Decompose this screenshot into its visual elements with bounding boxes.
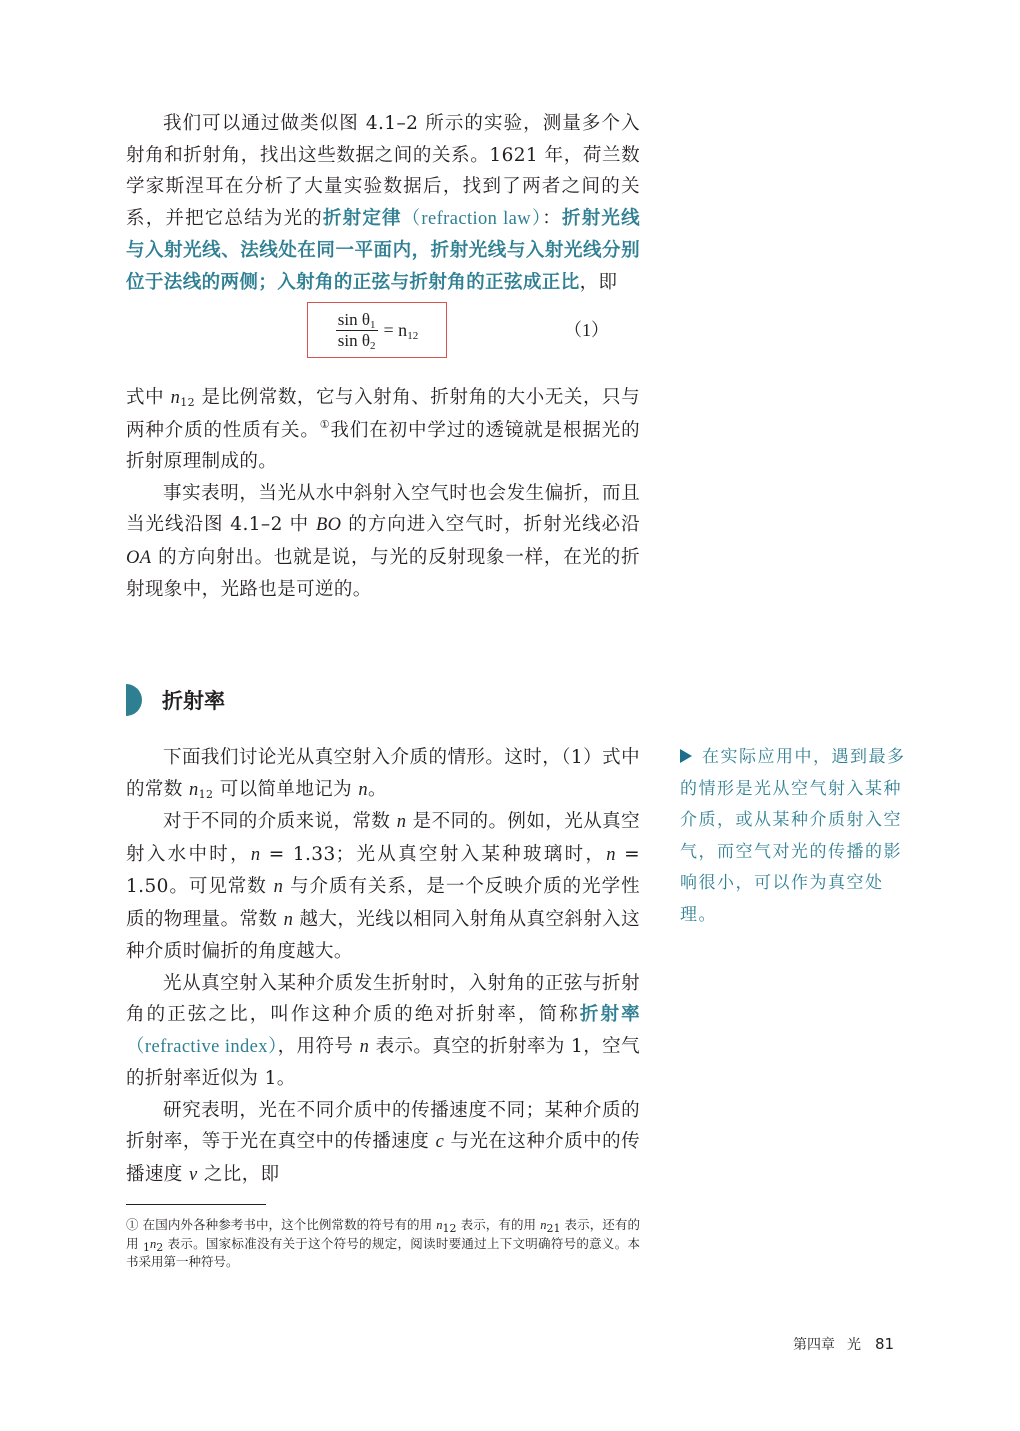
law-statement: 折射光线与入射光线、法线处在同一平面内，折射光线与入射光线分别位于法线的两侧；入射角的正弦与折射角的正弦成正比: [126, 207, 640, 293]
paragraph-reversibility: 事实表明，当光从水中斜射入空气时也会发生偏折，而且当光线沿图 4.1–2 中 BO 的方向进入空气时，折射光线必沿 OA 的方向射出。也就是说，与光的反射现象一样，在光的折射现象中，光路也是可逆的。: [126, 482, 640, 600]
paragraph-n12: 式中 $n_{12}$ 是比例常数，它与入射角、折射角的大小无关，只与两种介质的性质有关。①我们在初中学过的透镜就是根据光的折射原理制成的。: [126, 387, 641, 472]
paragraph-speed: 研究表明，光在不同介质中的传播速度不同；某种介质的折射率，等于光在真空中的传播速度 c 与光在这种介质中的传播速度 v 之比，即: [126, 1099, 640, 1185]
chapter-label: 第四章: [793, 1337, 835, 1353]
page-footer: [793, 1334, 894, 1354]
paragraph-refractive-index: 光从真空射入某种介质发生折射时，入射角的正弦与折射角的正弦之比，叫作这种介质的绝对折射率，简称折射率（refractive index），用符号 n 表示。真空的折射率为 1，空气的折射率近似为 1。: [126, 972, 641, 1089]
section-heading: [126, 684, 225, 716]
equation-rhs: = $n_{12}$: [383, 319, 419, 342]
page-number: 81: [875, 1335, 895, 1353]
sidenote: [680, 742, 908, 931]
section-marker-icon: [126, 684, 142, 716]
triangle-pointer-icon: [680, 749, 692, 763]
main-column-2: [126, 742, 640, 1191]
term-en-refractive-index: （refractive index）: [126, 1036, 278, 1057]
fraction: $\frac{\sin \theta_1}{\sin \theta_2}$: [337, 309, 376, 352]
section-title: 折射率: [162, 689, 225, 713]
paragraph-snell-law: 我们可以通过做类似图 4.1–2 所示的实验，测量多个入射角和折射角，找出这些数据之间的关系。1621 年，荷兰数学家斯涅耳在分析了大量实验数据后，找到了两者之间的关系，并把它总结为光的折射定律（refraction law）：折射光线与入射光线、法线处在同一平面内，折射光线与入射光线分别位于法线的两侧；入射角的正弦与折射角的正弦成正比，即: [126, 113, 640, 293]
footnote-mark: ①: [126, 1217, 139, 1232]
term-en-refraction-law: （refraction law）: [401, 208, 543, 229]
paragraph-medium-n: 对于不同的介质来说，常数 n 是不同的。例如，光从真空射入水中时，n = 1.33；光从真空射入某种玻璃时，n = 1.50。可见常数 n 与介质有关系，是一个反映介质的光学性质的物理量。常数 n 越大，光线以相同入射角从真空斜射入这种介质时偏折的角度越大。: [126, 811, 640, 962]
footnote: ① 在国内外各种参考书中，这个比例常数的符号有的用 $n_{12}$ 表示，有的用 $n_{21}$ 表示，还有的用 $_1n_2$ 表示。国家标准没有关于这个符号的规定，阅读时要通过上下文明确符号的意义。本书采用第一种符号。: [126, 1217, 640, 1269]
sidenote-text: 在实际应用中，遇到最多的情形是光从空气射入某种介质，或从某种介质射入空气，而空气对光的传播的影响很小，可以作为真空处理。: [680, 747, 906, 925]
equation-number: （1）: [564, 320, 609, 340]
equation-box: [307, 302, 447, 358]
main-column: [126, 108, 640, 606]
chapter-title: 光: [847, 1337, 861, 1353]
term-refractive-index: 折射率: [579, 1004, 641, 1025]
paragraph-vacuum: 下面我们讨论光从真空射入介质的情形。这时，（1）式中的常数 $n_{12}$ 可以简单地记为 n。: [126, 747, 640, 801]
footnote-ref[interactable]: ①: [319, 417, 331, 431]
equation-1: [126, 298, 640, 382]
term-refraction-law: 折射定律: [322, 207, 402, 229]
footnote-divider: [126, 1204, 266, 1205]
